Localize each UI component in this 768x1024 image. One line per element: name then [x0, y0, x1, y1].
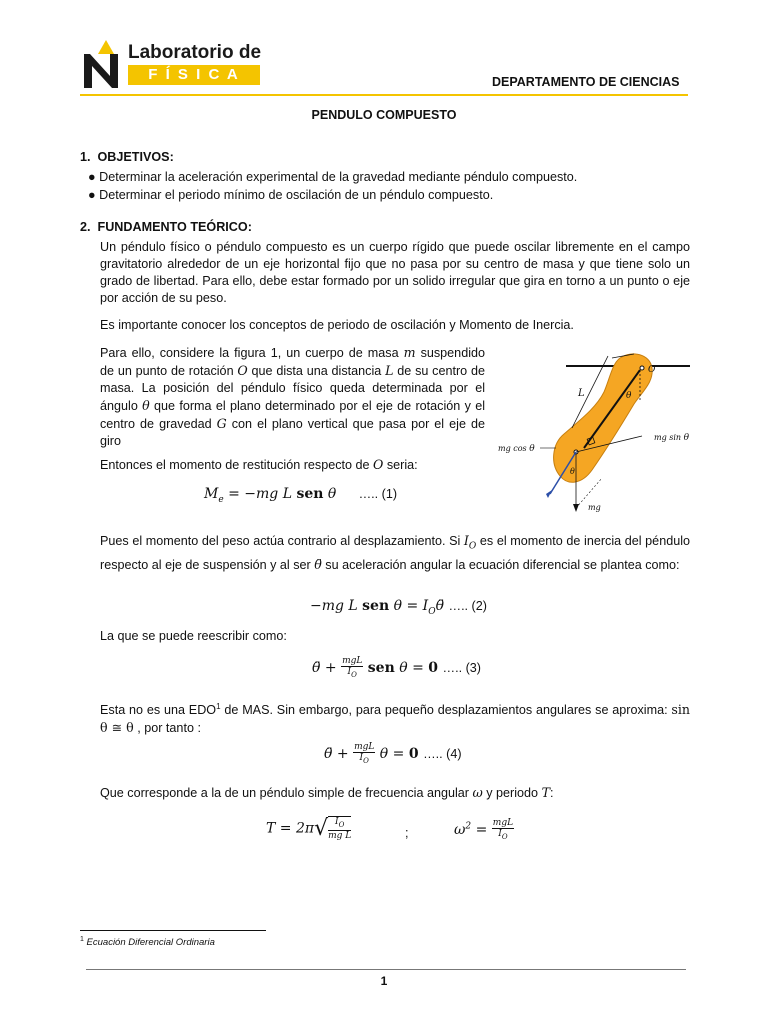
- footnote: $^1$ Ecuación Diferencial Ordinaria: [80, 936, 215, 949]
- theory-paragraph-6: La que se puede reescribir como:: [100, 629, 287, 643]
- equation-separator: ;: [405, 826, 409, 840]
- label-mg-sin: mg sin θ: [654, 433, 690, 443]
- theory-paragraph-5: Pues el momento del peso actúa contrario al desplazamiento. Si $I_O$ es el momento de inercia del péndulo respecto al eje de suspensión y al ser θ̈ su aceleración angular la ecuación diferencial se plantea como:: [100, 533, 691, 572]
- label-O: O: [648, 365, 656, 375]
- logo-text-line1: Laboratorio de: [128, 42, 262, 63]
- objective-item: ● Determinar la aceleración experimental de la gravedad mediante péndulo compuesto.: [88, 170, 578, 184]
- bullet-icon: ●: [88, 170, 100, 184]
- compound-pendulum-figure: [492, 348, 708, 518]
- equation-5-frequency: $\omega^2$ = $\frac{\text{mgL}}{I_O}$: [454, 818, 514, 841]
- footnote-rule: [80, 930, 266, 931]
- page-number: 1: [380, 974, 388, 988]
- equation-1: $M_e = -mg$ L sen θ ….. (1): [204, 486, 398, 505]
- objective-item: ● Determinar el periodo mínimo de oscilación de un péndulo compuesto.: [88, 188, 494, 202]
- theory-paragraph-4: Entonces el momento de restitución respecto de O seria:: [100, 457, 418, 472]
- theory-paragraph-3: Para ello, considere la figura 1, un cuerpo de masa m suspendido de un punto de rotación O que dista una distancia L de su centro de masa. La posición del péndulo físico queda determinada por el ángulo θ que forma el plano determinado por el eje de rotación y el centro de gravedad G con el plano vertical que pasa por el eje de giro: [100, 345, 485, 448]
- logo-text-line2: F Í S I C A: [128, 65, 260, 85]
- header-rule: [80, 94, 688, 96]
- label-L: L: [578, 388, 585, 399]
- label-mg: mg: [588, 503, 601, 512]
- theory-heading: 2. FUNDAMENTO TEÓRICO:: [80, 220, 252, 234]
- theory-paragraph-8: Que corresponde a la de un péndulo simple de frecuencia angular ω y periodo T:: [100, 785, 554, 800]
- equation-3: θ̈ + $\frac{\text{mgL}}{I_O}$ sen θ = 0 ….. (3): [312, 656, 481, 679]
- logo: [80, 36, 270, 92]
- label-theta-top: θ: [626, 391, 632, 401]
- theory-paragraph-1: Un péndulo físico o péndulo compuesto es un cuerpo rígido que puede oscilar libremente en el campo gravitatorio alrededor de un eje horizontal fijo que no pasa por su centro de masa y que tiene solo un grado de libertad. Para ello, debe estar formado por un solido irregular que gira en torno a un punto o eje por acción de su peso.: [100, 240, 690, 305]
- theory-paragraph-2: Es importante conocer los conceptos de periodo de oscilación y Momento de Inercia.: [100, 318, 574, 332]
- label-mg-cos: mg cos θ: [498, 444, 535, 454]
- equation-2: −mg L sen $\theta = I_O\thetä$ ….. (2): [310, 598, 487, 617]
- equation-4: θ̈ + $\frac{\text{mgL}}{I_O}$ θ = 0 ….. (4): [324, 742, 462, 765]
- label-theta-bottom: θ: [570, 467, 575, 476]
- footer-rule: [86, 969, 686, 970]
- equation-5-period: T = 2π√ $\frac{I_O}{\text{mg L}}$: [266, 816, 352, 841]
- objectives-heading: 1. OBJETIVOS:: [80, 150, 174, 164]
- bullet-icon: ●: [88, 188, 100, 202]
- page-title: PENDULO COMPUESTO: [311, 108, 457, 122]
- department-title: DEPARTAMENTO DE CIENCIAS: [492, 75, 680, 89]
- theory-paragraph-7: Esta no es una EDO$^1$ de MAS. Sin embargo, para pequeño desplazamientos angulares se aproxima: sin θ ≅ θ , por tanto :: [100, 702, 691, 736]
- pivot-point: [640, 366, 644, 370]
- logo-n-icon: [80, 36, 126, 92]
